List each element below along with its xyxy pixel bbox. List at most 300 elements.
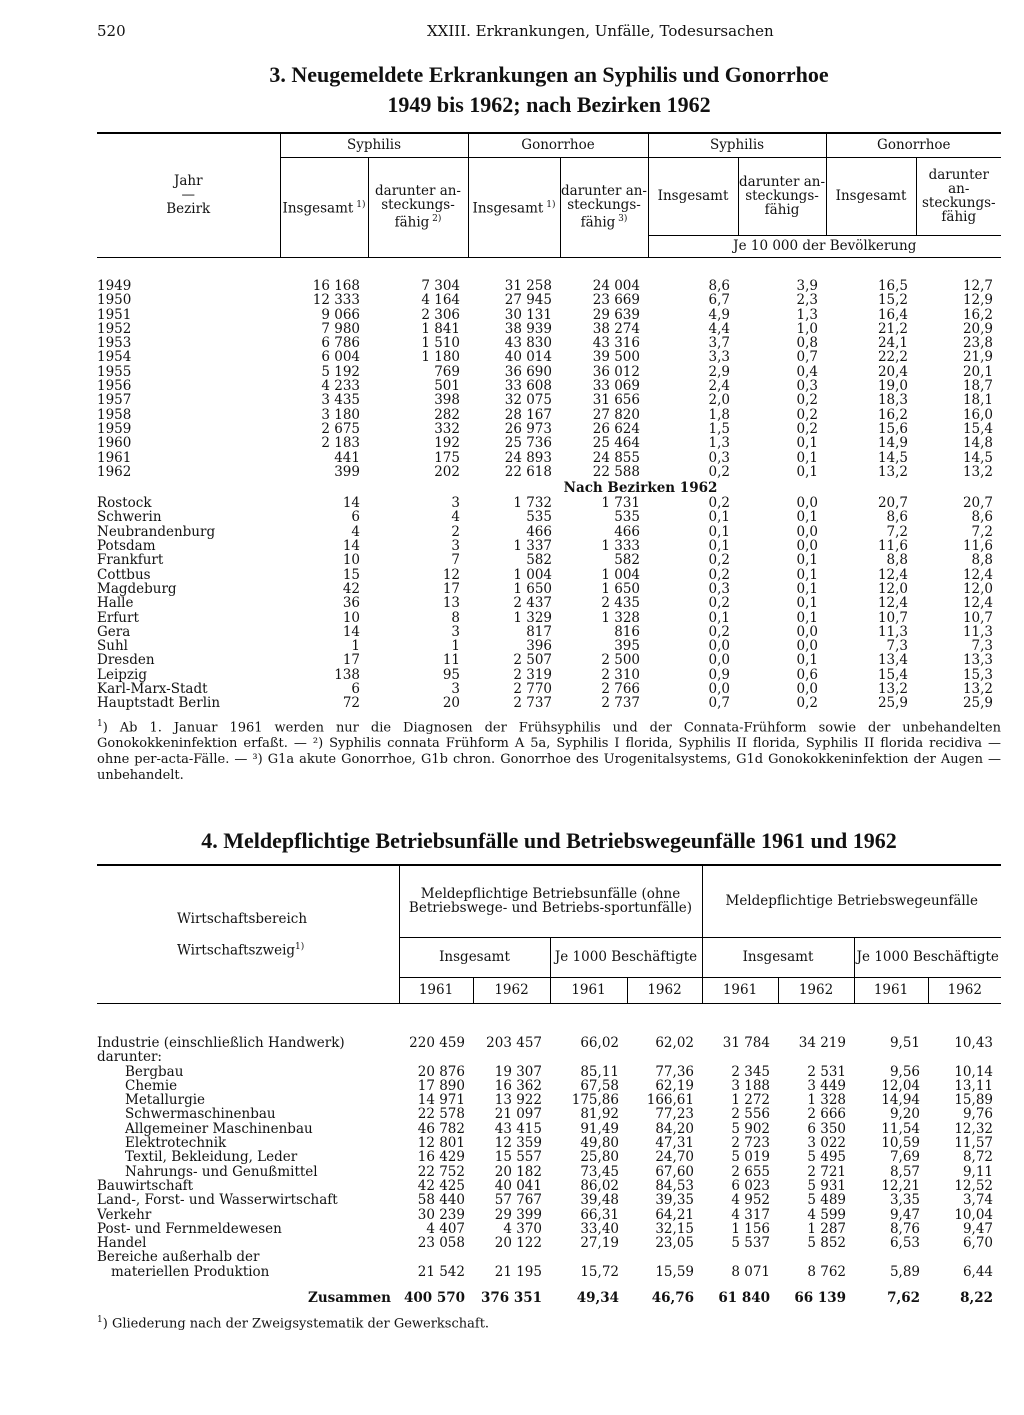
cell-value: 49,80 xyxy=(580,1136,619,1151)
cell-value: 15,2 xyxy=(877,293,908,308)
cell-value: 0,2 xyxy=(708,464,730,480)
table-row xyxy=(97,465,1001,479)
cell-value: 24,70 xyxy=(655,1150,694,1165)
cell-value: 0,2 xyxy=(708,596,730,611)
cell-value: 7,3 xyxy=(971,639,993,654)
cell-value: 2 345 xyxy=(731,1064,770,1079)
cell-value: 12,4 xyxy=(877,567,908,582)
cell-value: 66,02 xyxy=(580,1036,619,1051)
row-label: Verkehr xyxy=(97,1207,152,1222)
cell-value: 0,0 xyxy=(796,682,818,697)
cell-value: 14,9 xyxy=(877,436,908,451)
page-number: 520 xyxy=(97,22,126,40)
cell-value: 2 437 xyxy=(513,596,552,611)
cell-value: 8,76 xyxy=(889,1221,920,1237)
cell-value: 1 650 xyxy=(513,581,552,597)
hdr-syph-dar: darunter an-steckungs-fähig $^{2)}$ xyxy=(368,157,468,257)
cell-value: 15,72 xyxy=(580,1264,619,1280)
cell-value: 33 608 xyxy=(504,379,552,394)
cell-value: 332 xyxy=(434,421,460,437)
cell-value: 0,0 xyxy=(796,524,818,540)
hdr-wegeunfaelle: Meldepflichtige Betriebswegeunfälle xyxy=(702,865,1001,937)
cell-value: 1 841 xyxy=(421,321,460,337)
cell-value: 0,1 xyxy=(708,510,730,525)
cell-value: 64,21 xyxy=(655,1207,694,1222)
row-label: Rostock xyxy=(97,496,152,511)
cell-value: 2 655 xyxy=(731,1164,770,1179)
row-label: Hauptstadt Berlin xyxy=(97,696,221,711)
cell-value: 34 219 xyxy=(798,1036,846,1051)
cell-value: 20 182 xyxy=(494,1164,542,1179)
cell-value: 16,4 xyxy=(877,307,908,322)
table-row xyxy=(97,365,1001,379)
cell-value: 5 495 xyxy=(807,1150,846,1165)
total-value: 7,62 xyxy=(887,1289,920,1306)
row-label: Bergbau xyxy=(125,1064,184,1079)
cell-value: 20 122 xyxy=(494,1236,542,1251)
total-row xyxy=(97,1279,1001,1305)
stub-dash: — xyxy=(181,187,195,204)
cell-value: 17 890 xyxy=(417,1078,465,1094)
cell-value: 21 097 xyxy=(494,1107,542,1122)
cell-value: 5 489 xyxy=(807,1193,846,1208)
row-label: 1962 xyxy=(97,464,132,480)
cell-value: 1,3 xyxy=(796,307,818,322)
cell-value: 816 xyxy=(614,624,640,640)
table-row xyxy=(97,653,1001,667)
cell-value: 22,2 xyxy=(877,350,908,365)
row-label: 1949 xyxy=(97,279,132,294)
cell-value: 20,9 xyxy=(962,321,993,337)
row-label: 1955 xyxy=(97,364,132,380)
cell-value: 21 195 xyxy=(494,1264,542,1280)
cell-value: 13,11 xyxy=(954,1078,993,1094)
cell-value: 40 014 xyxy=(504,350,552,365)
cell-value: 466 xyxy=(526,524,552,540)
row-label: Erfurt xyxy=(97,610,139,625)
cell-value: 12,04 xyxy=(881,1078,920,1094)
cell-value: 2 319 xyxy=(513,667,552,683)
cell-value: 13,2 xyxy=(877,464,908,480)
hdr-gono-insg-rel: Insgesamt xyxy=(826,157,916,235)
cell-value: 817 xyxy=(526,624,552,640)
cell-value: 1 xyxy=(351,639,360,654)
row-label: 1958 xyxy=(97,407,132,422)
table-row xyxy=(97,408,1001,422)
row-label: Elektrotechnik xyxy=(125,1136,227,1151)
table-row xyxy=(97,582,1001,596)
table-row xyxy=(97,1065,1001,1079)
cell-value: 8,6 xyxy=(886,510,908,525)
cell-value: 20 876 xyxy=(417,1064,465,1079)
cell-value: 11,54 xyxy=(881,1121,920,1137)
cell-value: 1,3 xyxy=(708,436,730,451)
cell-value: 3 022 xyxy=(807,1136,846,1151)
cell-value: 47,31 xyxy=(655,1136,694,1151)
cell-value: 0,2 xyxy=(796,393,818,408)
row-label: 1960 xyxy=(97,436,132,451)
cell-value: 24,1 xyxy=(877,336,908,351)
cell-value: 12 359 xyxy=(494,1136,542,1151)
table4-title: 4. Meldepflichtige Betriebsunfälle und Betriebswegeunfälle 1961 und 1962 xyxy=(201,828,897,853)
cell-value: 31 258 xyxy=(504,279,552,294)
table-row xyxy=(97,496,1001,510)
cell-value: 2 766 xyxy=(601,682,640,697)
cell-value: 85,11 xyxy=(580,1064,619,1079)
cell-value: 12,4 xyxy=(877,596,908,611)
cell-value: 0,2 xyxy=(708,624,730,640)
hdr-syphilis-rel: Syphilis xyxy=(648,133,826,157)
row-label: Post- und Fernmeldewesen xyxy=(97,1221,282,1237)
cell-value: 0,0 xyxy=(708,682,730,697)
cell-value: 38 274 xyxy=(592,321,640,337)
table-row xyxy=(97,553,1001,567)
cell-value: 16,0 xyxy=(962,407,993,422)
table-row xyxy=(97,336,1001,350)
cell-value: 10,7 xyxy=(877,610,908,625)
cell-value: 7 304 xyxy=(421,279,460,294)
table-row xyxy=(97,436,1001,450)
cell-value: 18,3 xyxy=(877,393,908,408)
cell-value xyxy=(778,1250,854,1264)
cell-value: 22 578 xyxy=(417,1107,465,1122)
row-label: Cottbus xyxy=(97,567,151,582)
cell-value: 25,80 xyxy=(580,1150,619,1165)
row-label: Magdeburg xyxy=(97,581,177,597)
cell-value: 2 556 xyxy=(731,1107,770,1122)
cell-value: 16,2 xyxy=(877,407,908,422)
row-label: 1953 xyxy=(97,336,132,351)
hdr-per-10000: Je 10 000 der Bevölkerung xyxy=(648,235,1001,257)
hdr-syph-insg: Insgesamt $^{1)}$ xyxy=(280,157,368,257)
hdr-gono-insg: Insgesamt $^{1)}$ xyxy=(468,157,560,257)
table-row xyxy=(97,611,1001,625)
cell-value: 0,0 xyxy=(796,639,818,654)
cell-value: 19 307 xyxy=(494,1064,542,1079)
hdr-bwu-je: Je 1000 Beschäftigte xyxy=(854,937,1001,977)
cell-value: 0,2 xyxy=(708,553,730,568)
cell-value: 6 004 xyxy=(321,350,360,365)
cell-value: 1 156 xyxy=(731,1221,770,1237)
cell-value: 7,2 xyxy=(971,524,993,540)
cell-value: 1 337 xyxy=(513,539,552,554)
row-label: 1959 xyxy=(97,421,132,437)
cell-value: 6,70 xyxy=(962,1236,993,1251)
cell-value: 0,4 xyxy=(796,364,818,380)
row-label: 1956 xyxy=(97,379,132,394)
cell-value: 4 317 xyxy=(731,1207,770,1222)
cell-value: 31 784 xyxy=(722,1036,770,1051)
cell-value xyxy=(928,1250,1001,1264)
row-label: Gera xyxy=(97,624,131,640)
cell-value: 398 xyxy=(434,393,460,408)
cell-value: 3 188 xyxy=(731,1078,770,1094)
cell-value: 9,20 xyxy=(889,1107,920,1122)
cell-value xyxy=(854,1250,928,1264)
cell-value: 4 599 xyxy=(807,1207,846,1222)
cell-value: 2,0 xyxy=(708,393,730,408)
cell-value: 4 407 xyxy=(426,1221,465,1237)
hdr-y1962-a: 1962 xyxy=(473,977,550,1003)
cell-value: 220 459 xyxy=(409,1036,465,1051)
cell-value: 7,3 xyxy=(886,639,908,654)
cell-value: 4 xyxy=(351,524,360,540)
cell-value: 8,57 xyxy=(889,1164,920,1179)
cell-value: 395 xyxy=(614,639,640,654)
cell-value: 21 542 xyxy=(417,1264,465,1280)
table-row xyxy=(97,393,1001,407)
cell-value: 4 164 xyxy=(421,293,460,308)
cell-value: 192 xyxy=(434,436,460,451)
table-row xyxy=(97,596,1001,610)
cell-value: 2 435 xyxy=(601,596,640,611)
total-value: 8,22 xyxy=(960,1289,993,1306)
cell-value: 0,1 xyxy=(796,464,818,480)
cell-value: 582 xyxy=(614,553,640,568)
cell-value: 21,9 xyxy=(962,350,993,365)
table4-footnote-text: Gliederung nach der Zweigsystematik der Gewerkschaft. xyxy=(111,1316,490,1332)
cell-value: 42 xyxy=(342,581,360,597)
table-row xyxy=(97,682,1001,696)
cell-value: 12,21 xyxy=(881,1178,920,1194)
cell-value: 9,56 xyxy=(889,1064,920,1079)
cell-value: 5 537 xyxy=(731,1236,770,1251)
row-label: 1961 xyxy=(97,450,132,465)
stub-wirtschaftsbereich: Wirtschaftsbereich xyxy=(177,910,308,927)
cell-value: 18,7 xyxy=(962,379,993,394)
cell-value: 9,11 xyxy=(962,1164,993,1179)
cell-value: 4 952 xyxy=(731,1193,770,1208)
row-label: Chemie xyxy=(125,1078,178,1094)
hdr-syphilis-abs: Syphilis xyxy=(280,133,468,157)
cell-value: 23 669 xyxy=(592,293,640,308)
cell-value: 7 xyxy=(451,553,460,568)
cell-value: 202 xyxy=(434,464,460,480)
cell-value: 20,4 xyxy=(877,364,908,380)
table-row xyxy=(97,1222,1001,1236)
cell-value: 20,7 xyxy=(962,496,993,511)
cell-value: 11,6 xyxy=(962,539,993,554)
cell-value: 11,6 xyxy=(877,539,908,554)
table-row xyxy=(97,668,1001,682)
cell-value: 2 721 xyxy=(807,1164,846,1179)
cell-value: 3 xyxy=(451,682,460,697)
cell-value: 1 329 xyxy=(513,610,552,625)
cell-value: 62,02 xyxy=(655,1036,694,1051)
cell-value: 0,1 xyxy=(796,450,818,465)
hdr-y1961-a: 1961 xyxy=(399,977,473,1003)
row-label: materiellen Produktion xyxy=(111,1264,270,1280)
table3-body xyxy=(97,279,1001,711)
cell-value: 15,4 xyxy=(962,421,993,437)
cell-value: 12,9 xyxy=(962,293,993,308)
cell-value: 5 902 xyxy=(731,1121,770,1137)
cell-value: 24 855 xyxy=(592,450,640,465)
cell-value: 24 893 xyxy=(504,450,552,465)
cell-value: 5 019 xyxy=(731,1150,770,1165)
cell-value: 12,0 xyxy=(962,581,993,597)
row-label: Nahrungs- und Genußmittel xyxy=(125,1164,318,1179)
cell-value: 0,3 xyxy=(796,379,818,394)
cell-value: 2 737 xyxy=(601,696,640,711)
cell-value xyxy=(702,1050,778,1064)
cell-value: 72 xyxy=(342,696,360,711)
cell-value: 43 830 xyxy=(504,336,552,351)
cell-value: 9,76 xyxy=(962,1107,993,1122)
cell-value: 12,4 xyxy=(962,596,993,611)
cell-value: 13 922 xyxy=(494,1093,542,1108)
cell-value: 26 973 xyxy=(504,421,552,437)
cell-value: 11 xyxy=(442,653,460,668)
cell-value: 23,05 xyxy=(655,1236,694,1251)
row-label: Leipzig xyxy=(97,667,147,683)
cell-value: 203 457 xyxy=(486,1036,542,1051)
cell-value: 4 xyxy=(451,510,460,525)
cell-value: 2,9 xyxy=(708,364,730,380)
cell-value: 6,53 xyxy=(889,1236,920,1251)
cell-value: 0,1 xyxy=(796,596,818,611)
total-value: 49,34 xyxy=(576,1289,619,1306)
cell-value: 0,2 xyxy=(796,421,818,437)
table-row xyxy=(97,525,1001,539)
cell-value: 13,2 xyxy=(962,682,993,697)
cell-value: 22 588 xyxy=(592,464,640,480)
cell-value: 25 464 xyxy=(592,436,640,451)
cell-value: 27 945 xyxy=(504,293,552,308)
table-row xyxy=(97,1236,1001,1250)
cell-value: 42 425 xyxy=(417,1178,465,1194)
row-label: 1951 xyxy=(97,307,132,322)
cell-value: 17 xyxy=(442,581,460,597)
cell-value: 1 004 xyxy=(513,567,552,582)
cell-value: 11,3 xyxy=(877,624,908,640)
cell-value: 0,1 xyxy=(796,567,818,582)
row-label: Karl-Marx-Stadt xyxy=(97,682,208,697)
cell-value: 18,1 xyxy=(962,393,993,408)
cell-value: 25,9 xyxy=(877,696,908,711)
hdr-y1961-d: 1961 xyxy=(854,977,928,1003)
cell-value: 1 004 xyxy=(601,567,640,582)
cell-value: 3 435 xyxy=(321,393,360,408)
row-label: Schwermaschinenbau xyxy=(125,1107,276,1122)
row-label: 1950 xyxy=(97,293,132,308)
cell-value: 46 782 xyxy=(417,1121,465,1137)
row-label: darunter: xyxy=(97,1050,162,1065)
cell-value: 0,6 xyxy=(796,667,818,683)
stub-wirtschaftszweig: Wirtschaftszweig$^{1)}$ xyxy=(177,941,305,958)
cell-value: 2 770 xyxy=(513,682,552,697)
cell-value: 15,59 xyxy=(655,1264,694,1280)
cell-value: 20,1 xyxy=(962,364,993,380)
cell-value: 2 675 xyxy=(321,421,360,437)
cell-value: 1 287 xyxy=(807,1221,846,1237)
cell-value: 23 058 xyxy=(417,1236,465,1251)
cell-value: 12,32 xyxy=(954,1121,993,1137)
cell-value: 0,9 xyxy=(708,667,730,683)
cell-value: 4,4 xyxy=(708,321,730,337)
cell-value: 1,5 xyxy=(708,421,730,437)
table-row xyxy=(97,539,1001,553)
row-label: Handel xyxy=(97,1236,147,1251)
cell-value: 175 xyxy=(434,450,460,465)
cell-value: 7 980 xyxy=(321,321,360,337)
table-row xyxy=(97,1122,1001,1136)
table-row xyxy=(97,350,1001,364)
table4-stub-header xyxy=(97,865,399,1003)
cell-value: 0,1 xyxy=(796,610,818,625)
cell-value: 6 786 xyxy=(321,336,360,351)
cell-value: 8,6 xyxy=(971,510,993,525)
cell-value: 81,92 xyxy=(580,1107,619,1122)
hdr-betriebsunfaelle: Meldepflichtige Betriebsunfälle (ohne Betriebswege- und Betriebs-sportunfälle) xyxy=(399,865,702,937)
cell-value: 0,2 xyxy=(796,407,818,422)
row-label: Suhl xyxy=(97,639,128,654)
cell-value: 0,0 xyxy=(796,496,818,511)
cell-value: 0,1 xyxy=(708,610,730,625)
cell-value: 40 041 xyxy=(494,1178,542,1194)
cell-value: 16 168 xyxy=(312,279,360,294)
cell-value: 1 180 xyxy=(421,350,460,365)
cell-value: 13,2 xyxy=(962,464,993,480)
hdr-bu-insg: Insgesamt xyxy=(399,937,550,977)
cell-value: 1,0 xyxy=(796,321,818,337)
hdr-gonorrhoe-rel: Gonorrhoe xyxy=(826,133,1001,157)
table-row xyxy=(97,1179,1001,1193)
cell-value: 4 233 xyxy=(321,379,360,394)
cell-value: 282 xyxy=(434,407,460,422)
cell-value: 8,8 xyxy=(971,553,993,568)
cell-value xyxy=(550,1250,627,1264)
table-row xyxy=(97,1079,1001,1093)
cell-value: 3,3 xyxy=(708,350,730,365)
cell-value: 2 737 xyxy=(513,696,552,711)
table-row xyxy=(97,696,1001,710)
cell-value: 0,1 xyxy=(796,581,818,597)
cell-value: 2 507 xyxy=(513,653,552,668)
cell-value: 14,94 xyxy=(881,1093,920,1108)
hdr-gono-dar-rel: darunter an-steckungs-fähig xyxy=(916,157,1001,235)
cell-value: 0,2 xyxy=(796,696,818,711)
row-label: 1957 xyxy=(97,393,132,408)
cell-value xyxy=(778,1050,854,1064)
table3-footnote-text: Ab 1. Januar 1961 werden nur die Diagnosen der Frühsyphilis und der Connata-Frühform sowie der unbehandelten Gonokokkeninfektion erfaßt. — ²) Syphilis connata Frühform A 5a, Syphilis I florida, Syphilis II florida, Syphilis II florida recidiva — ohne per-acta-Fälle. — ³) G1a akute Gonorrhoe, G1b chron. Gonorrhoe des Urogenitalsystems, G1d Gonokokkeninfektion der Augen — unbehandelt. xyxy=(97,720,1001,784)
row-label: Neubrandenburg xyxy=(97,524,216,540)
row-label: 1954 xyxy=(97,350,132,365)
cell-value: 23,8 xyxy=(962,336,993,351)
cell-value: 62,19 xyxy=(655,1078,694,1094)
cell-value: 0,0 xyxy=(796,624,818,640)
cell-value: 25 736 xyxy=(504,436,552,451)
cell-value: 5 931 xyxy=(807,1178,846,1194)
cell-value: 2 310 xyxy=(601,667,640,683)
hdr-syph-insg-rel: Insgesamt xyxy=(648,157,738,235)
cell-value: 39,35 xyxy=(655,1193,694,1208)
cell-value: 3,74 xyxy=(962,1193,993,1208)
cell-value: 8,8 xyxy=(886,553,908,568)
cell-value: 6,44 xyxy=(962,1264,993,1280)
cell-value: 57 767 xyxy=(494,1193,542,1208)
cell-value: 2 183 xyxy=(321,436,360,451)
row-label: Potsdam xyxy=(97,539,156,554)
cell-value: 10,04 xyxy=(954,1207,993,1222)
cell-value: 13 xyxy=(442,596,460,611)
row-label: Dresden xyxy=(97,653,155,668)
table3-title-line1: 3. Neugemeldete Erkrankungen an Syphilis und Gonorrhoe xyxy=(269,62,829,87)
stub-jahr: Jahr xyxy=(173,173,203,190)
row-label: 1952 xyxy=(97,321,132,337)
cell-value: 16 362 xyxy=(494,1078,542,1094)
cell-value: 0,8 xyxy=(796,336,818,351)
